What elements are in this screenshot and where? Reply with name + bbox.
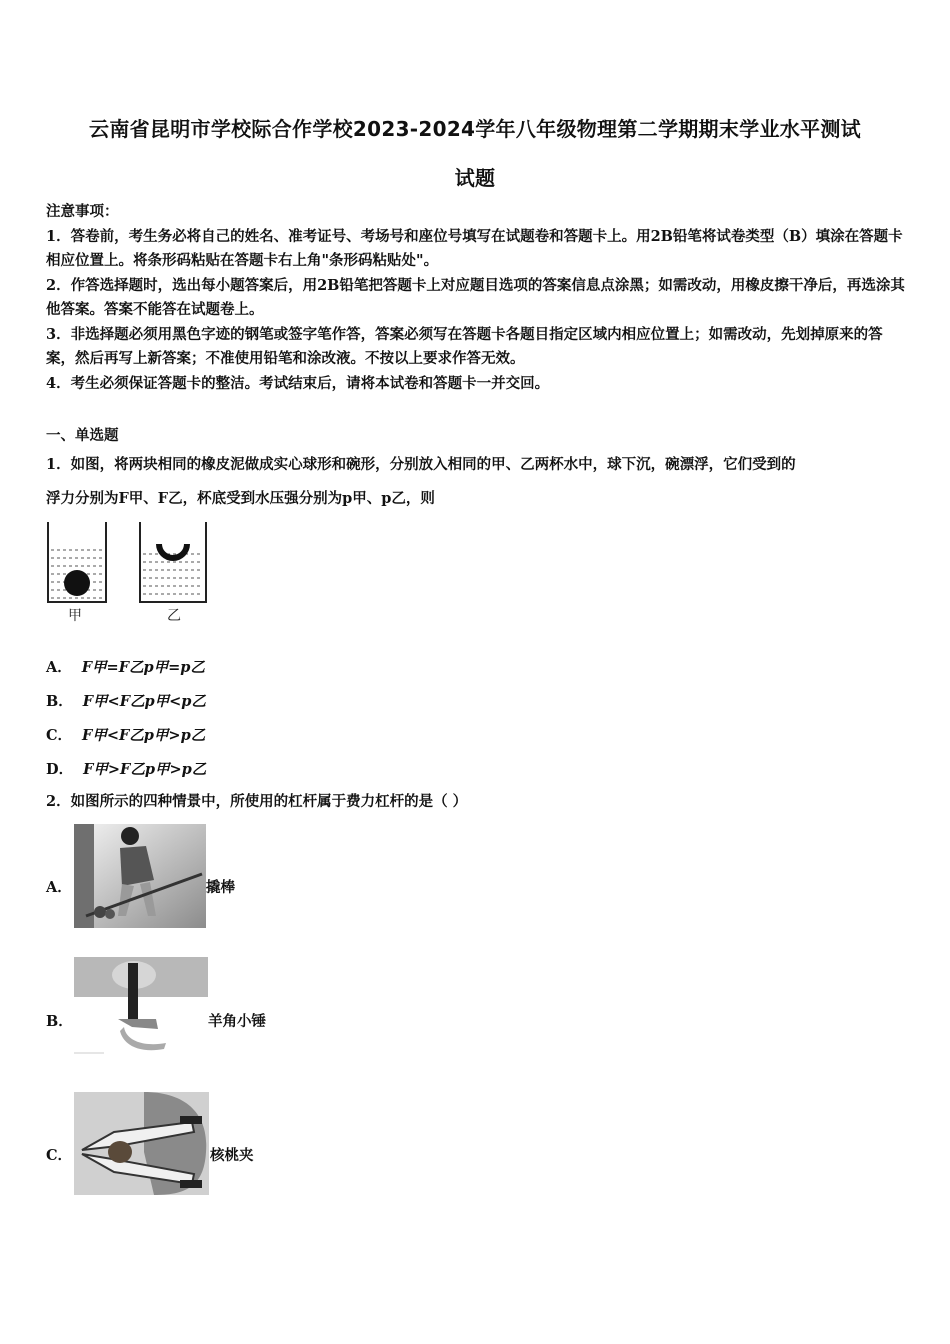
exam-title: 云南省昆明市学校际合作学校2023-2024学年八年级物理第二学期期末学业水平测试 [89,117,861,141]
q1-option-b[interactable] [46,690,206,711]
question-2: 2．如图所示的四种情景中，所使用的杠杆属于费力杠杆的是（ ） [46,793,468,810]
option-label: B． [46,693,73,710]
option-text: F甲=F乙p甲=p乙 [81,659,205,676]
q2-option-b-label[interactable]: B． [46,1013,73,1030]
q1-option-c[interactable] [46,724,205,745]
beakers-figure [44,520,214,628]
option-label: A． [46,659,72,676]
claw-hammer-photo [74,957,208,1057]
note-item: 4．考生必须保证答题卡的整洁。考试结束后，请将本试卷和答题卡一并交回。 [46,374,550,392]
option-label: D． [46,761,74,778]
q2-option-c-label[interactable]: C． [46,1147,73,1164]
nutcracker-photo [74,1092,209,1195]
q2-option-a-caption: 撬棒 [206,879,235,896]
beaker-yi [140,522,206,602]
question-1-line2: 浮力分别为F甲、F乙，杯底受到水压强分别为p甲、p乙，则 [46,490,435,507]
option-text: F甲>F乙p甲>p乙 [83,761,207,778]
crowbar-photo [74,824,206,928]
floating-bowl [156,544,190,561]
figure-label-jia: 甲 [68,608,82,624]
section-heading: 一、单选题 [46,427,119,444]
note-item: 1．答卷前，考生务必将自己的姓名、准考证号、考场号和座位号填写在试题卷和答题卡上。用2B铅笔将试卷类型（B）填涂在答题卡相应位置上。将条形码粘贴在答题卡右上角"条形码粘贴处"。 [46,227,903,269]
figure-label-yi: 乙 [167,608,181,624]
option-text: F甲<F乙p甲<p乙 [82,693,206,710]
beaker-jia [48,522,106,602]
note-item: 2．作答选择题时，选出每小题答案后，用2B铅笔把答题卡上对应题目选项的答案信息点涂黑；如需改动，用橡皮擦干净后，再选涂其他答案。答案不能答在试题卷上。 [46,276,905,318]
q2-option-c-caption: 核桃夹 [210,1147,254,1164]
notes-heading: 注意事项： [46,203,119,220]
question-1 [46,448,908,516]
q1-option-a[interactable] [46,656,205,677]
q2-option-a-label[interactable]: A． [46,879,72,896]
exam-title-continued: 试题 [454,166,496,190]
solid-ball [64,570,90,596]
note-item: 3．非选择题必须用黑色字迹的钢笔或签字笔作答，答案必须写在答题卡各题目指定区域内相应位置上；如需改动，先划掉原来的答案，然后再写上新答案；不准使用铅笔和涂改液。不按以上要求作答无效。 [46,325,883,367]
option-text: F甲<F乙p甲>p乙 [82,727,206,744]
question-1-line1: 1．如图，将两块相同的橡皮泥做成实心球形和碗形，分别放入相同的甲、乙两杯水中，球下沉，碗漂浮，它们受到的 [46,456,796,473]
q2-option-b-caption: 羊角小锤 [208,1013,266,1030]
q1-option-d[interactable] [46,758,206,779]
option-label: C． [46,727,73,744]
notes-section [46,200,906,396]
